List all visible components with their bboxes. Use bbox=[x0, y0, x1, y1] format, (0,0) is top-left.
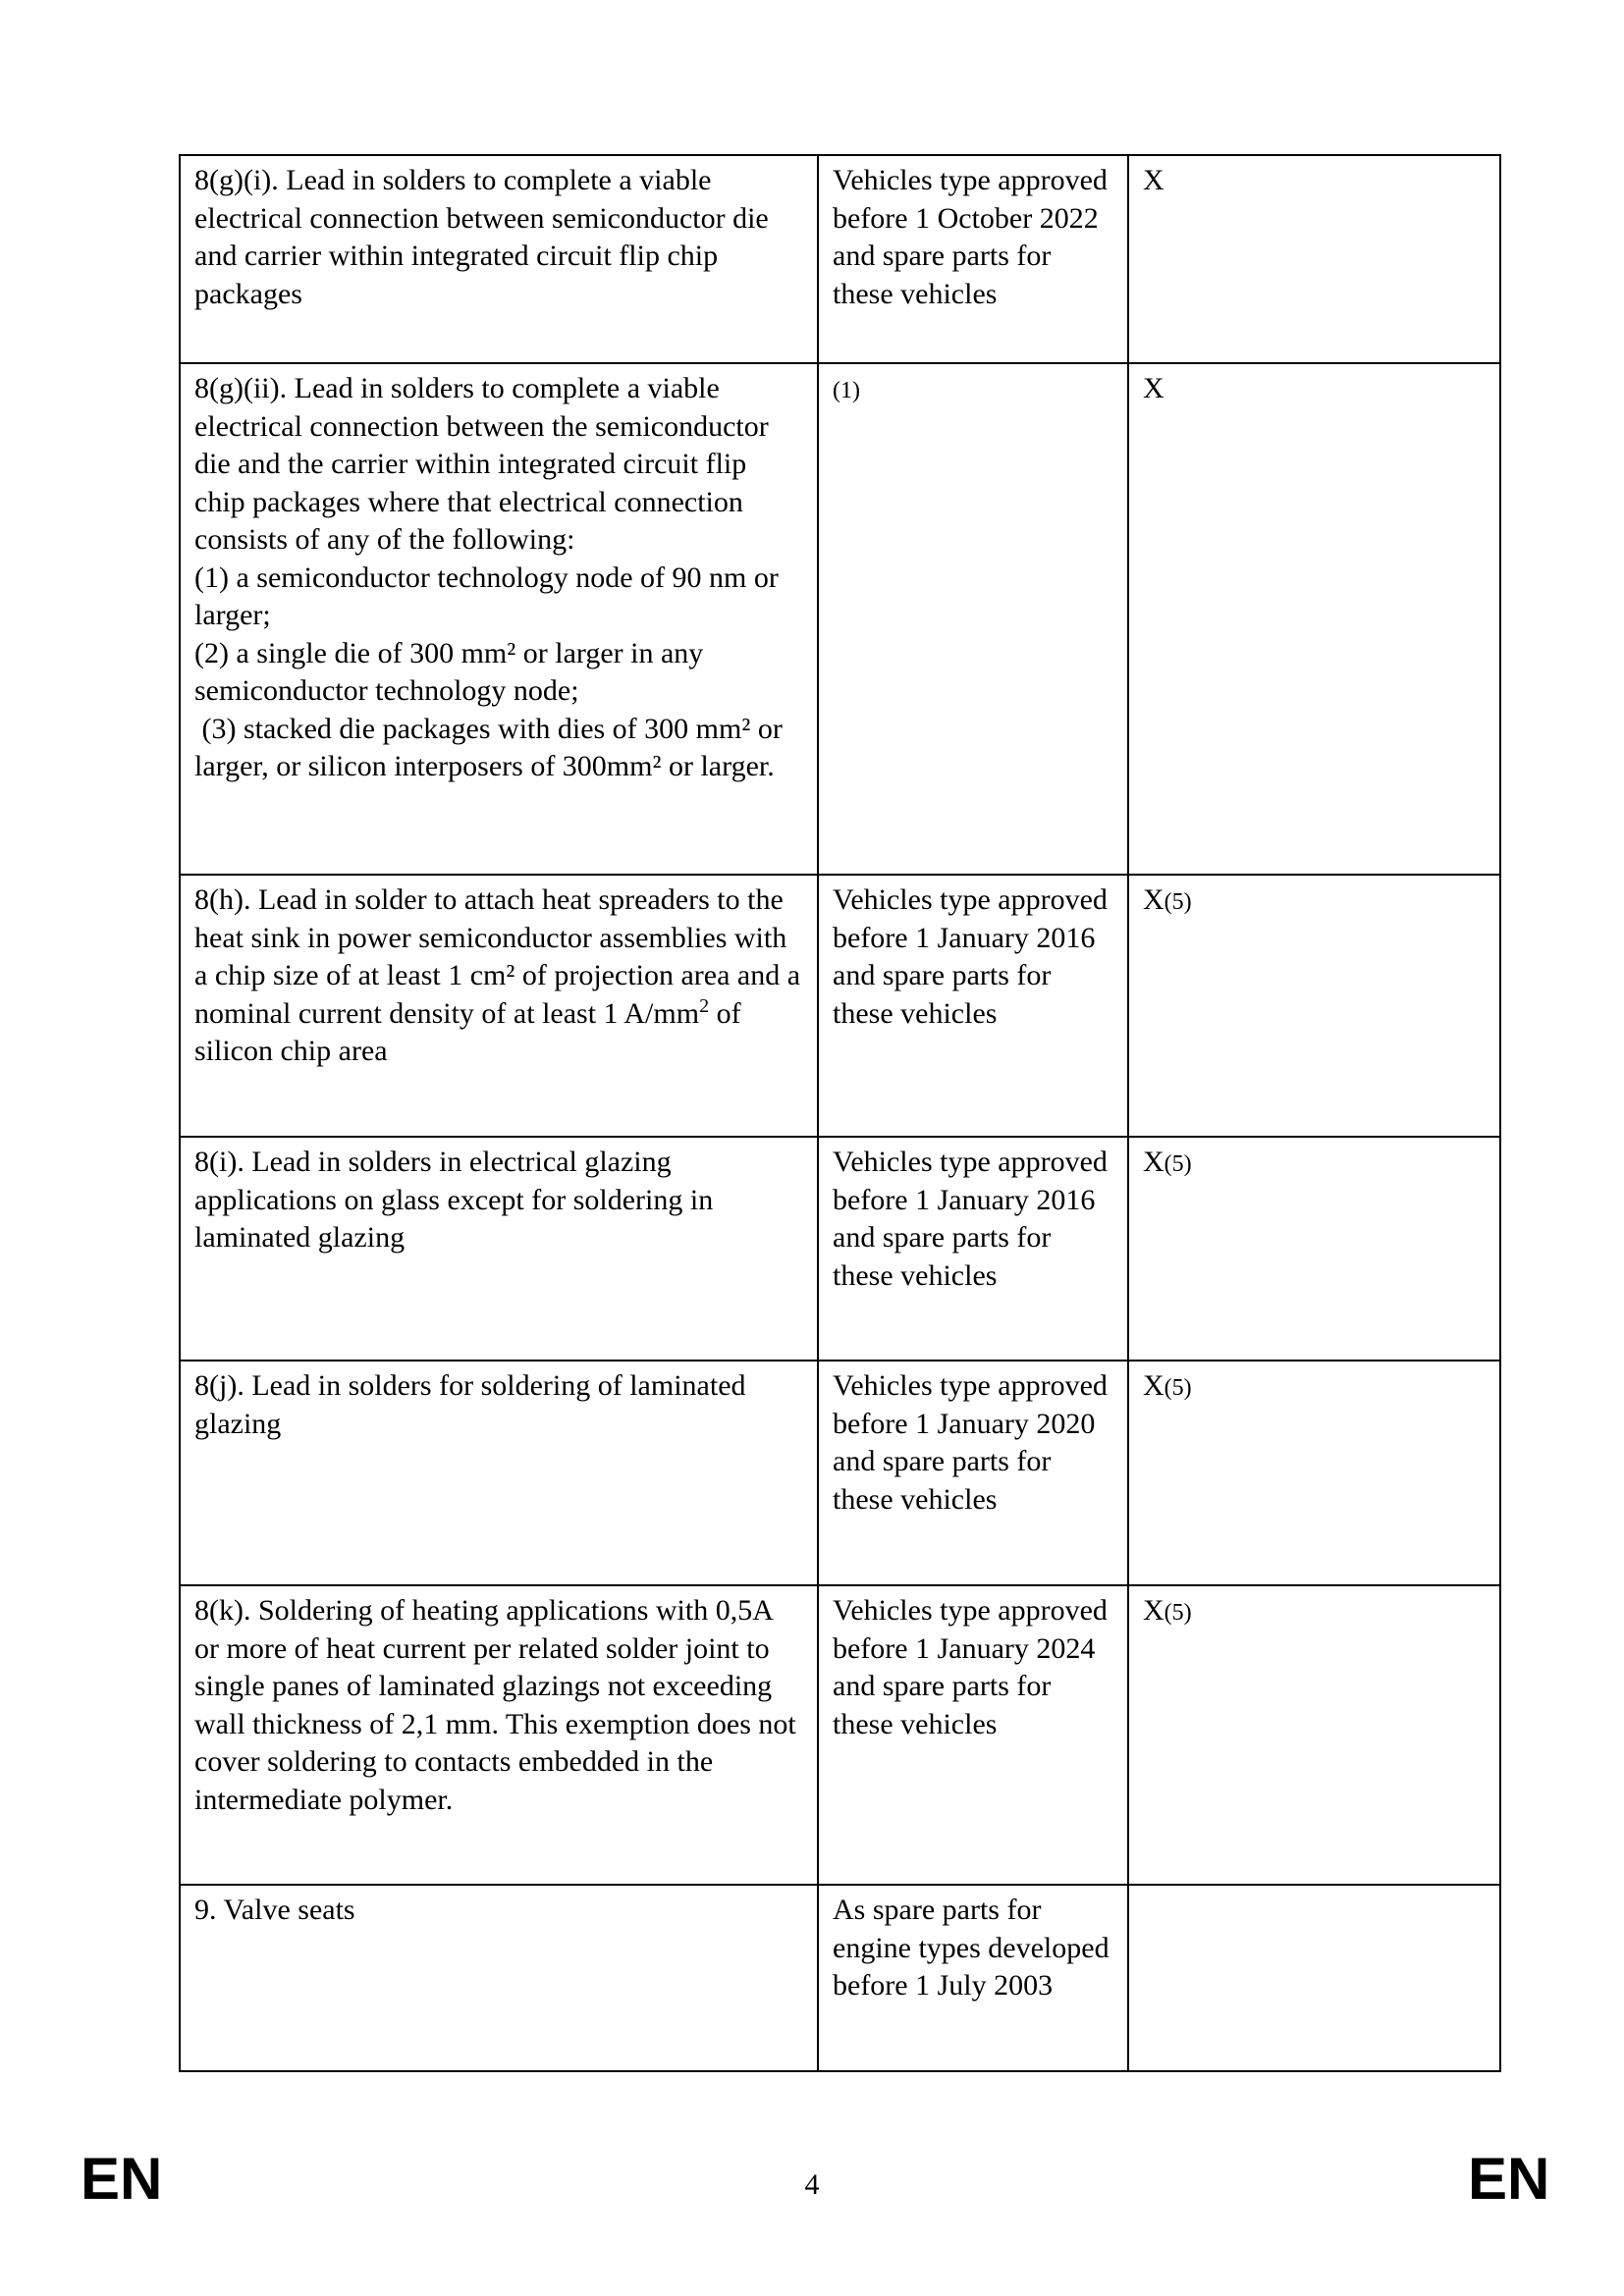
language-code-right: EN bbox=[1468, 2146, 1550, 2212]
scope-cell bbox=[818, 1361, 1128, 1585]
material-text: 8(g)(ii). Lead in solders to complete a viable electrical connection between the semiconductor die and the carrier within integrated circuit flip chip packages where that electrical connection consists of any of the following: bbox=[194, 372, 769, 556]
language-code-left: EN bbox=[81, 2146, 163, 2212]
table-row bbox=[180, 363, 1500, 875]
exemptions-table bbox=[179, 154, 1501, 2072]
scope-cell bbox=[818, 363, 1128, 875]
scope-text: Vehicles type approved before 1 January 2024 and spare parts for these vehicles bbox=[833, 1594, 1108, 1740]
label-text: X bbox=[1143, 1146, 1164, 1178]
label-cell bbox=[1128, 875, 1500, 1137]
material-cell bbox=[180, 1885, 818, 2071]
material-cell bbox=[180, 363, 818, 875]
material-cell bbox=[180, 155, 818, 363]
material-condition: (1) a semiconductor technology node of 90 nm or larger; bbox=[194, 561, 779, 631]
label-cell bbox=[1128, 1137, 1500, 1361]
label-cell bbox=[1128, 363, 1500, 875]
label-text: X bbox=[1143, 1594, 1164, 1627]
material-text: 8(g)(i). Lead in solders to complete a viable electrical connection between semiconductor die and carrier within integrated circuit flip chip packages bbox=[194, 164, 769, 310]
table-row bbox=[180, 1361, 1500, 1585]
material-text: 8(h). Lead in solder to attach heat spreaders to the heat sink in power semiconductor assemblies with a chip size of at least 1 cm² of projection area and a nominal current density of at least 1 A/mm bbox=[194, 883, 801, 1030]
material-text: 8(k). Soldering of heating applications with 0,5A or more of heat current per related solder joint to single panes of laminated glazings not exceeding wall thickness of 2,1 mm. This exemption does not cover soldering to contacts embedded in the intermediate polymer. bbox=[194, 1594, 796, 1816]
scope-text: (1) bbox=[833, 378, 860, 403]
footnote-ref: (5) bbox=[1164, 889, 1192, 915]
material-condition: (2) a single die of 300 mm² or larger in any semiconductor technology node; bbox=[194, 636, 704, 707]
material-condition: (3) stacked die packages with dies of 300 mm² or larger, or silicon interposers of 300mm² or larger. bbox=[194, 712, 790, 782]
scope-text: Vehicles type approved before 1 January 2016 and spare parts for these vehicles bbox=[833, 1146, 1108, 1292]
table-row bbox=[180, 155, 1500, 363]
material-cell bbox=[180, 1137, 818, 1361]
label-cell bbox=[1128, 1885, 1500, 2071]
material-cell bbox=[180, 1585, 818, 1885]
material-text: 9. Valve seats bbox=[194, 1894, 355, 1926]
material-text: 8(i). Lead in solders in electrical glazing applications on glass except for soldering in laminated glazing bbox=[194, 1146, 714, 1254]
table-row bbox=[180, 875, 1500, 1137]
label-text: X bbox=[1143, 883, 1164, 916]
scope-cell bbox=[818, 875, 1128, 1137]
footnote-ref: (5) bbox=[1164, 1375, 1192, 1401]
material-text-end: of silicon chip area bbox=[194, 996, 741, 1067]
scope-text: Vehicles type approved before 1 January 2020 and spare parts for these vehicles bbox=[833, 1369, 1108, 1516]
scope-text: Vehicles type approved before 1 January 2016 and spare parts for these vehicles bbox=[833, 883, 1108, 1030]
label-cell bbox=[1128, 1361, 1500, 1585]
label-text: X bbox=[1143, 372, 1164, 404]
scope-cell bbox=[818, 1137, 1128, 1361]
label-cell bbox=[1128, 1585, 1500, 1885]
material-cell bbox=[180, 1361, 818, 1585]
scope-cell bbox=[818, 1585, 1128, 1885]
label-text: X bbox=[1143, 1369, 1164, 1402]
footnote-ref: (5) bbox=[1164, 1151, 1192, 1177]
scope-text: As spare parts for engine types developed before 1 July 2003 bbox=[833, 1894, 1110, 2002]
scope-text: Vehicles type approved before 1 October 2022 and spare parts for these vehicles bbox=[833, 164, 1108, 310]
table-row bbox=[180, 1885, 1500, 2071]
label-cell bbox=[1128, 155, 1500, 363]
footnote-ref: (5) bbox=[1164, 1600, 1192, 1626]
superscript: 2 bbox=[699, 994, 710, 1017]
scope-cell bbox=[818, 155, 1128, 363]
table-row bbox=[180, 1585, 1500, 1885]
scope-cell bbox=[818, 1885, 1128, 2071]
material-cell bbox=[180, 875, 818, 1137]
page-number: 4 bbox=[804, 2168, 820, 2201]
material-text: 8(j). Lead in solders for soldering of laminated glazing bbox=[194, 1369, 746, 1440]
table-row bbox=[180, 1137, 1500, 1361]
label-text: X bbox=[1143, 164, 1164, 196]
